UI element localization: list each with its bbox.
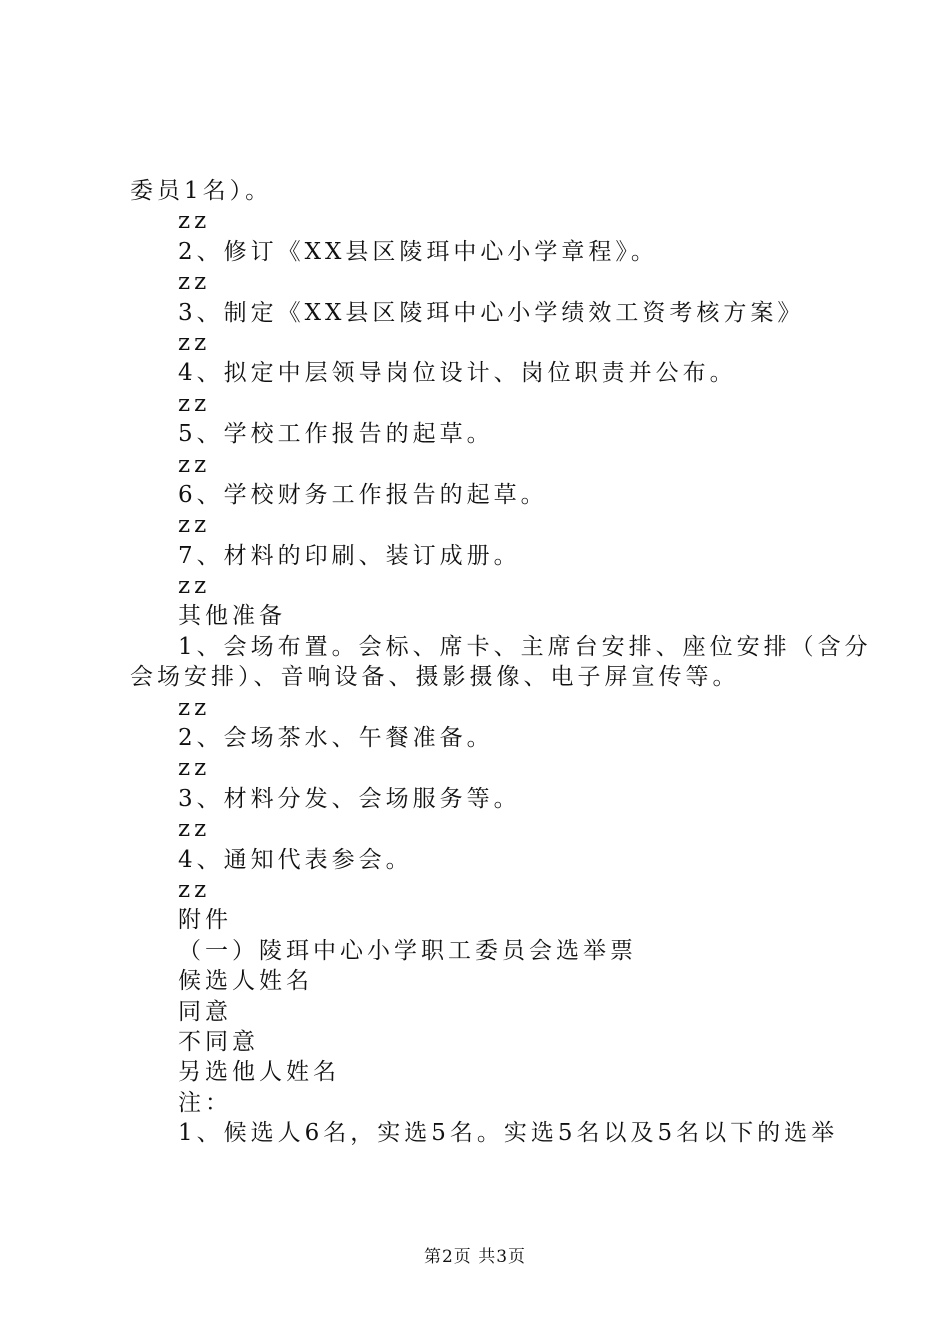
separator-line: zz bbox=[178, 694, 211, 721]
text-line: 1、会场布置。会标、席卡、主席台安排、座位安排（含分 bbox=[178, 633, 872, 660]
text-line: 5、学校工作报告的起草。 bbox=[178, 421, 494, 448]
page-footer: 第2页 共3页 bbox=[423, 1247, 527, 1267]
text-line: 注： bbox=[178, 1089, 232, 1116]
text-line: 7、材料的印刷、装订成册。 bbox=[178, 542, 521, 569]
separator-line: zz bbox=[178, 390, 211, 417]
separator-line: zz bbox=[178, 755, 211, 782]
text-line: 2、修订《XX县区陵珥中心小学章程》。 bbox=[178, 238, 658, 265]
text-line: 候选人姓名 bbox=[178, 968, 313, 995]
separator-line: zz bbox=[178, 816, 211, 843]
separator-line: zz bbox=[178, 269, 211, 296]
text-line: 附件 bbox=[178, 907, 232, 934]
text-line: 1、候选人6名，实选5名。实选5名以及5名以下的选举 bbox=[178, 1120, 839, 1147]
text-line: 3、制定《XX县区陵珥中心小学绩效工资考核方案》 bbox=[178, 299, 805, 326]
separator-line: zz bbox=[178, 573, 211, 600]
text-line: 6、学校财务工作报告的起草。 bbox=[178, 481, 548, 508]
text-line: 4、拟定中层领导岗位设计、岗位职责并公布。 bbox=[178, 360, 737, 387]
text-line: 2、会场茶水、午餐准备。 bbox=[178, 725, 494, 752]
text-line: 会场安排）、音响设备、摄影摄像、电子屏宣传等。 bbox=[130, 664, 740, 691]
separator-line: zz bbox=[178, 512, 211, 539]
separator-line: zz bbox=[178, 876, 211, 903]
separator-line: zz bbox=[178, 208, 211, 235]
text-line: 其他准备 bbox=[178, 603, 286, 630]
text-line: （一）陵珥中心小学职工委员会选举票 bbox=[178, 937, 637, 964]
text-line: 另选他人姓名 bbox=[178, 1059, 340, 1086]
text-line: 不同意 bbox=[178, 1028, 259, 1055]
separator-line: zz bbox=[178, 329, 211, 356]
text-line: 委员1名）。 bbox=[130, 178, 273, 204]
text-line: 4、通知代表参会。 bbox=[178, 846, 413, 873]
text-line: 3、材料分发、会场服务等。 bbox=[178, 785, 521, 812]
separator-line: zz bbox=[178, 451, 211, 478]
document-body bbox=[130, 176, 872, 1149]
text-line: 同意 bbox=[178, 998, 232, 1025]
